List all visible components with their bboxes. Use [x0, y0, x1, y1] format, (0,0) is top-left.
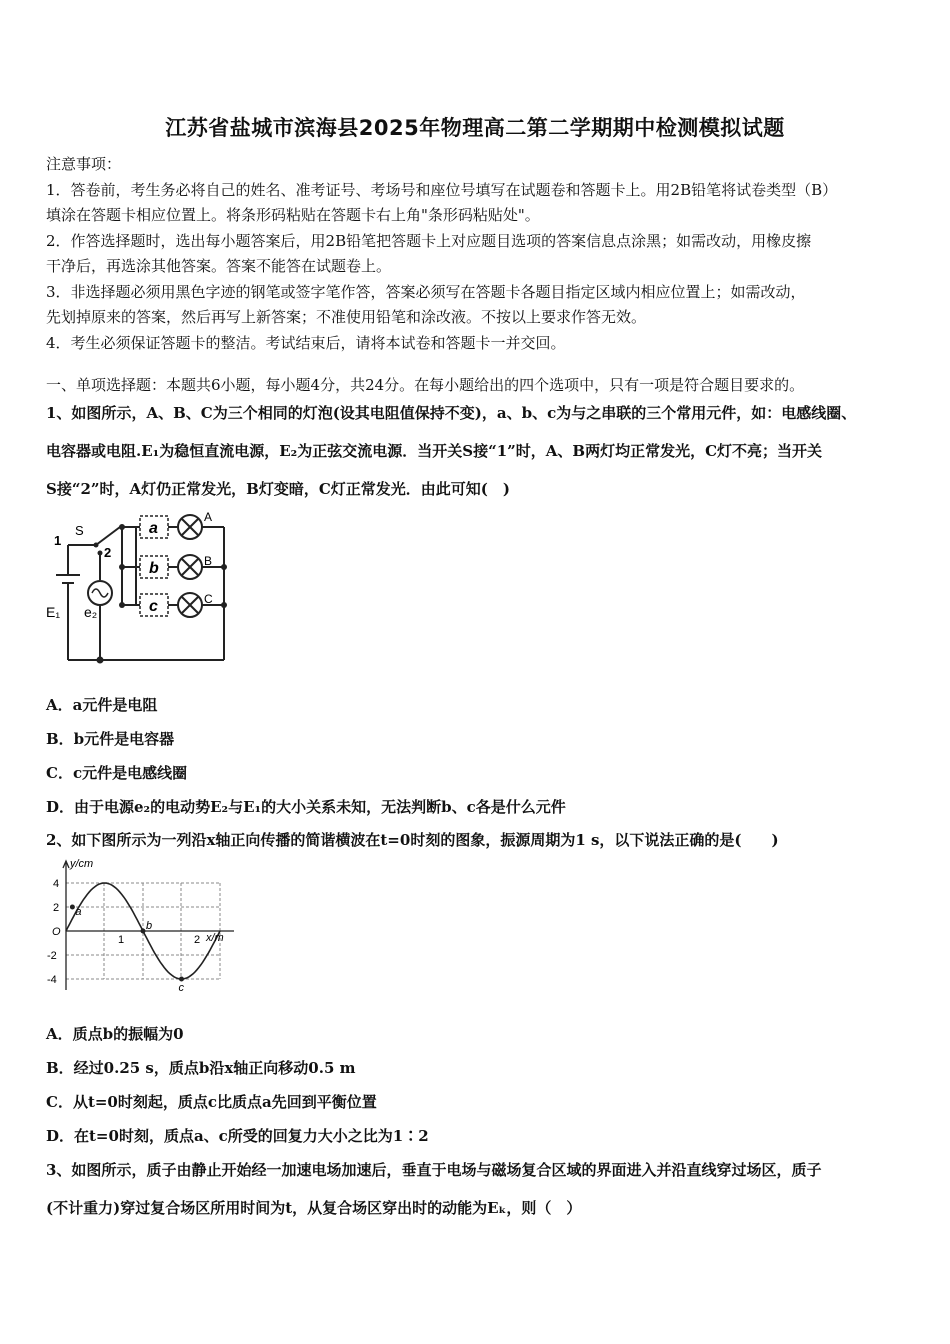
notes-line: 2．作答选择题时，选出每小题答案后，用2B铅笔把答题卡上对应题目选项的答案信息点涂黑；如需改动，用橡皮擦	[46, 231, 812, 250]
lamp-a-label: A	[204, 510, 213, 524]
notes-line: 填涂在答题卡相应位置上。将条形码粘贴在答题卡右上角"条形码粘贴处"。	[46, 206, 540, 224]
wave-chart	[44, 855, 244, 995]
wave-point-label-a: a	[75, 906, 82, 918]
circuit-diagram	[40, 505, 240, 670]
page-title: 江苏省盐城市滨海县2025年物理高二第二学期期中检测模拟试题	[165, 116, 785, 140]
lamp-b-label: B	[204, 554, 213, 568]
q1-option-a: A．a元件是电阻	[46, 696, 158, 714]
origin-label: O	[52, 926, 61, 938]
notes-block	[46, 152, 908, 356]
wave-point-label-b: b	[146, 920, 153, 932]
wave-point-a	[70, 905, 75, 910]
section-header: 一、单项选择题：本题共6小题，每小题4分，共24分。在每小题给出的四个选项中，只有一项是符合题目要求的。	[46, 376, 805, 394]
switch-label: S	[75, 523, 84, 538]
question-2: 2、如下图所示为一列沿x轴正向传播的简谐横波在t=0时刻的图象，振源周期为1 s，以下说法正确的是( )	[46, 831, 779, 849]
notes-heading: 注意事项：	[46, 155, 122, 173]
q1-option-b: B．b元件是电容器	[46, 730, 175, 748]
q2-option-b: B．经过0.25 s，质点b沿x轴正向移动0.5 m	[46, 1059, 356, 1077]
element-b-label: b	[149, 560, 159, 577]
e2-label: e₂	[84, 604, 98, 620]
y-tick-neg2: -2	[47, 950, 57, 962]
x-tick-1: 1	[118, 934, 125, 946]
y-tick-4: 4	[53, 878, 60, 890]
notes-line: 4．考生必须保证答题卡的整洁。考试结束后，请将本试卷和答题卡一并交回。	[46, 333, 566, 352]
question-3	[46, 1151, 908, 1227]
notes-line: 干净后，再选涂其他答案。答案不能答在试题卷上。	[46, 257, 392, 275]
question-3-line: (不计重力)穿过复合场区所用时间为t，从复合场区穿出时的动能为Eₖ，则（ ）	[46, 1199, 582, 1217]
q1-option-c: C．c元件是电感线圈	[46, 764, 188, 782]
q2-option-a: A．质点b的振幅为0	[46, 1025, 184, 1043]
q2-option-c: C．从t=0时刻起，质点c比质点a先回到平衡位置	[46, 1093, 377, 1111]
q1-option-d: D．由于电源e₂的电动势E₂与E₁的大小关系未知，无法判断b、c各是什么元件	[46, 798, 566, 816]
question-3-line: 3、如图所示，质子由静止开始经一加速电场加速后，垂直于电场与磁场复合区域的界面进入并沿直线穿过场区，质子	[46, 1161, 822, 1179]
question-1-line: S接“2”时，A灯仍正常发光，B灯变暗，C灯正常发光．由此可知( )	[46, 480, 510, 498]
switch-pos2-label: 2	[104, 545, 112, 560]
element-a-label: a	[149, 520, 158, 537]
wave-point-c	[179, 977, 184, 982]
y-tick-neg4: -4	[47, 974, 57, 986]
switch-pos1-label: 1	[54, 533, 62, 548]
question-1-line: 电容器或电阻.E₁为稳恒直流电源，E₂为正弦交流电源．当开关S接“1”时，A、B两灯均正常发光，C灯不亮；当开关	[46, 442, 823, 460]
e1-label: E₁	[46, 604, 61, 620]
x-tick-2: 2	[194, 934, 201, 946]
x-axis-label: x/m	[206, 932, 224, 944]
wave-point-b	[141, 929, 146, 934]
notes-line: 3．非选择题必须用黑色字迹的钢笔或签字笔作答，答案必须写在答题卡各题目指定区域内相应位置上；如需改动，	[46, 282, 806, 301]
y-axis-label: y/cm	[70, 858, 94, 870]
notes-line: 先划掉原来的答案，然后再写上新答案；不准使用铅笔和涂改液。不按以上要求作答无效。	[46, 308, 647, 326]
question-1	[46, 394, 908, 508]
wave-point-label-c: c	[178, 982, 184, 994]
question-1-line: 1、如图所示，A、B、C为三个相同的灯泡(设其电阻值保持不变)，a、b、c为与之串联的三个常用元件，如：电感线圈、	[46, 404, 857, 422]
y-tick-2: 2	[53, 902, 60, 914]
lamp-c-label: C	[204, 592, 213, 606]
element-c-label: c	[149, 598, 158, 615]
notes-line: 1．答卷前，考生务必将自己的姓名、准考证号、考场号和座位号填写在试题卷和答题卡上。用2B铅笔将试卷类型（B）	[46, 180, 838, 199]
q2-option-d: D．在t=0时刻，质点a、c所受的回复力大小之比为1∶2	[46, 1127, 429, 1145]
